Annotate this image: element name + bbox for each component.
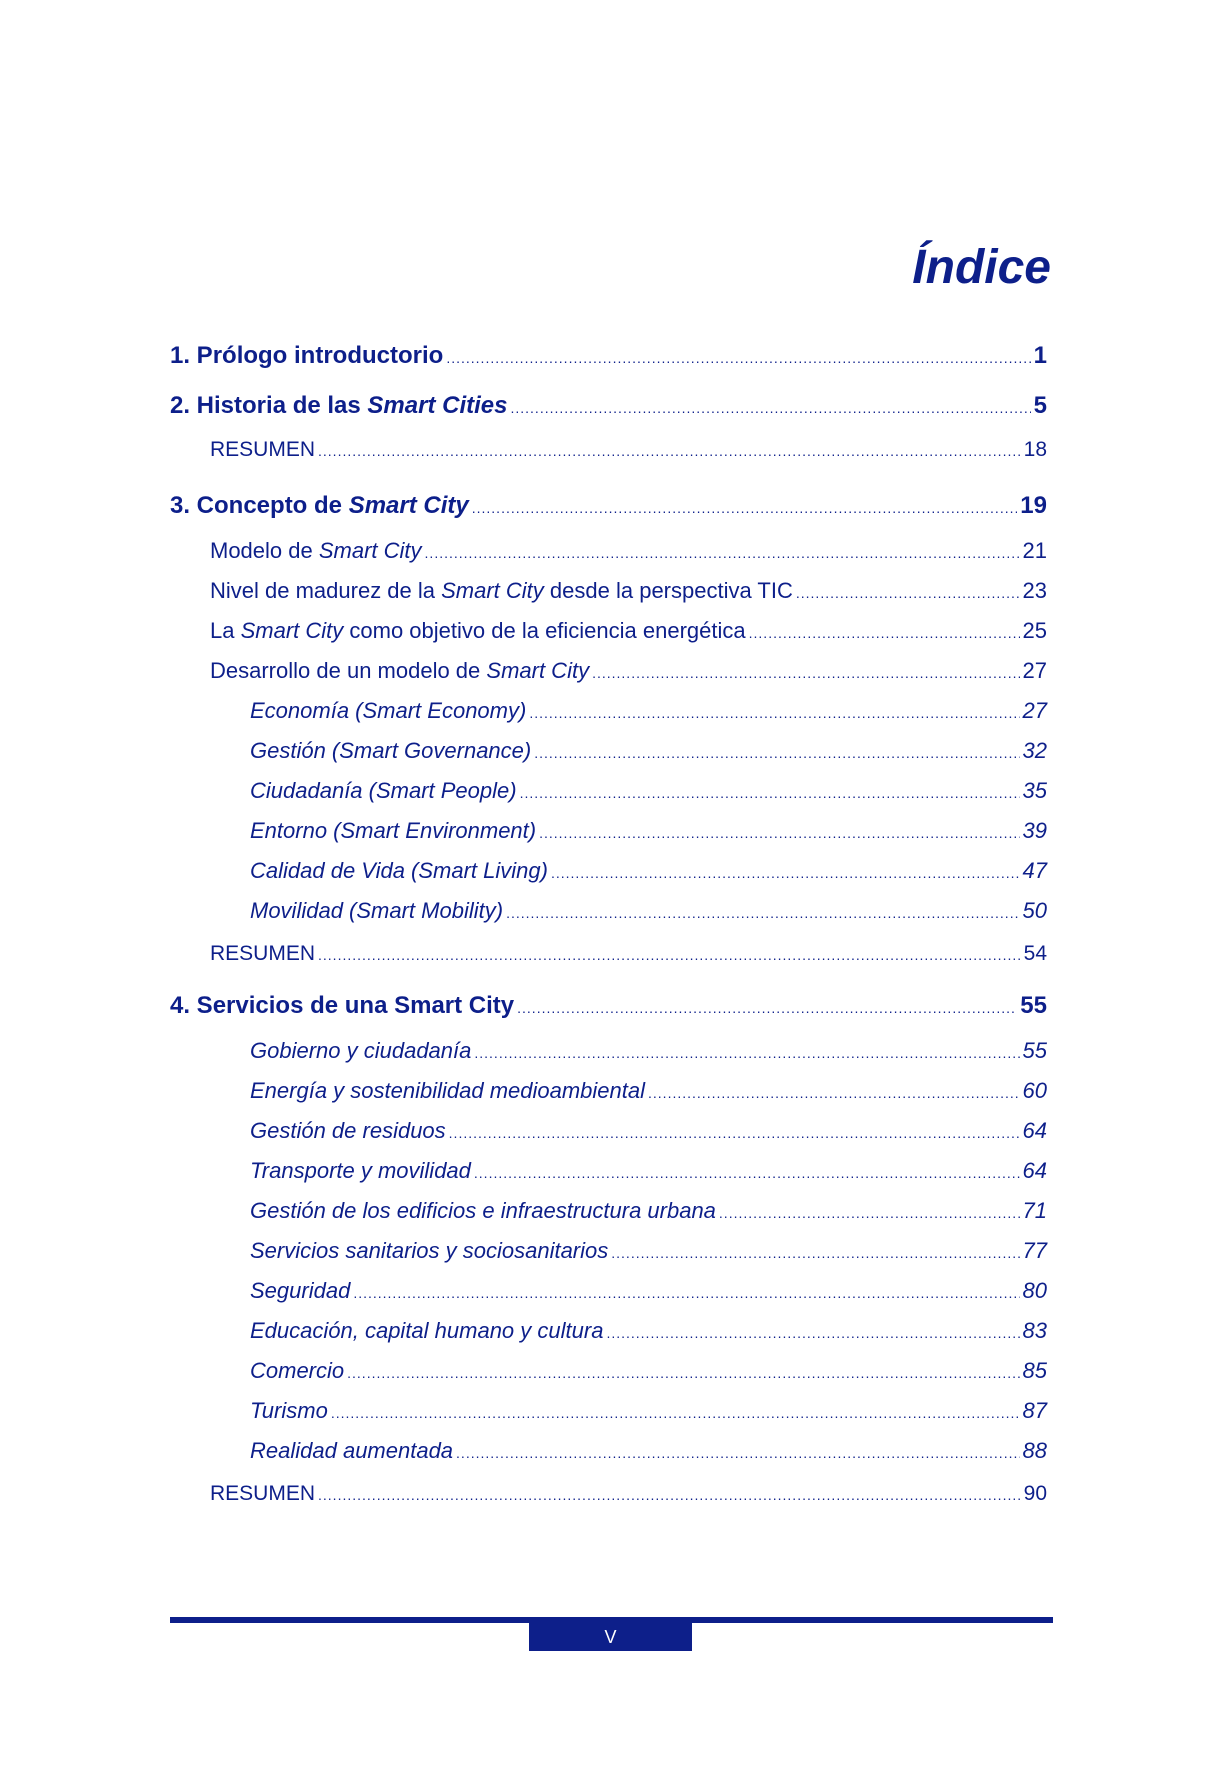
toc-entry-level-3[interactable] bbox=[250, 1118, 1047, 1144]
toc-title-segment: Smart City bbox=[441, 578, 544, 603]
toc-page-number: 80 bbox=[1022, 1278, 1047, 1303]
toc-title-segment: 3. Concepto de bbox=[170, 492, 349, 519]
toc-entry-level-3[interactable] bbox=[250, 1438, 1047, 1464]
dot-leader bbox=[749, 625, 1020, 641]
toc-entry-level-2[interactable] bbox=[210, 658, 1047, 684]
toc-entry-title bbox=[250, 1038, 471, 1064]
toc-entry-title bbox=[250, 738, 531, 764]
toc-title-segment: 4. Servicios de una Smart City bbox=[170, 992, 515, 1019]
toc-entry-level-3[interactable] bbox=[250, 1398, 1047, 1424]
toc-entry-level-3[interactable] bbox=[250, 818, 1047, 844]
toc-page-number: 87 bbox=[1022, 1398, 1047, 1423]
dot-leader bbox=[534, 745, 1019, 761]
toc-entry-level-1[interactable] bbox=[170, 492, 1047, 520]
toc-page-number: 64 bbox=[1022, 1158, 1047, 1183]
toc-entry-level-3[interactable] bbox=[250, 698, 1047, 724]
toc-entry-title bbox=[250, 1358, 344, 1384]
dot-leader bbox=[796, 585, 1020, 601]
dot-leader bbox=[592, 665, 1019, 681]
toc-title-segment: Economía (Smart Economy) bbox=[250, 698, 527, 723]
toc-page-number: 50 bbox=[1022, 898, 1047, 923]
toc-title-segment: RESUMEN bbox=[210, 438, 316, 461]
toc-entry-title bbox=[210, 538, 422, 564]
toc-page-number: 18 bbox=[1023, 438, 1047, 461]
toc-page-number: 32 bbox=[1022, 738, 1047, 763]
toc-entry-title bbox=[250, 1078, 645, 1104]
toc-title-segment: Entorno (Smart Environment) bbox=[250, 818, 537, 843]
toc-entry-title bbox=[210, 578, 793, 604]
toc-page-number: 55 bbox=[1022, 1038, 1047, 1063]
dot-leader bbox=[648, 1085, 1020, 1101]
toc-title-segment: Realidad aumentada bbox=[250, 1438, 454, 1463]
toc-title-segment: Turismo bbox=[250, 1398, 328, 1423]
toc-title-segment: Nivel de madurez de la bbox=[210, 578, 442, 603]
toc-entry-title bbox=[210, 658, 589, 684]
toc-entry-level-2[interactable] bbox=[210, 578, 1047, 604]
dot-leader bbox=[510, 400, 1030, 416]
toc-title-segment: Gestión (Smart Governance) bbox=[250, 738, 532, 763]
dot-leader bbox=[318, 947, 1021, 963]
toc-title-segment: Smart City bbox=[318, 538, 422, 563]
toc-entry-level-3[interactable] bbox=[250, 1078, 1047, 1104]
dot-leader bbox=[331, 1405, 1020, 1421]
toc-entry-title bbox=[210, 942, 315, 966]
toc-entry-title bbox=[250, 778, 517, 804]
toc-entry-level-3[interactable] bbox=[250, 778, 1047, 804]
dot-leader bbox=[353, 1285, 1019, 1301]
toc-entry-title bbox=[250, 858, 548, 884]
toc-title-segment: RESUMEN bbox=[210, 942, 316, 965]
toc-entry-title bbox=[250, 1158, 471, 1184]
toc-title-segment: Modelo de bbox=[210, 538, 319, 563]
toc-page-number: 25 bbox=[1022, 618, 1047, 643]
toc-title-segment: Desarrollo de un modelo de bbox=[210, 658, 487, 683]
toc-entry-level-3[interactable] bbox=[250, 898, 1047, 924]
toc-page-number: 90 bbox=[1023, 1482, 1047, 1505]
dot-leader bbox=[449, 1125, 1020, 1141]
toc-page-number: 35 bbox=[1022, 778, 1047, 803]
toc-entry-level-2[interactable] bbox=[210, 438, 1047, 462]
toc-title-segment: como objetivo de la eficiencia energética bbox=[343, 618, 746, 643]
toc-title-segment: Gestión de residuos bbox=[250, 1118, 446, 1143]
toc-entry-title bbox=[210, 438, 315, 462]
dot-leader bbox=[719, 1205, 1020, 1221]
dot-leader bbox=[446, 350, 1030, 366]
toc-entry-level-3[interactable] bbox=[250, 1198, 1047, 1224]
toc-title-segment: Ciudadanía (Smart People) bbox=[250, 778, 517, 803]
toc-page-number: 77 bbox=[1022, 1238, 1047, 1263]
toc-entry-title bbox=[170, 992, 514, 1020]
toc-entry-title bbox=[250, 1318, 603, 1344]
toc-title-segment: 1. Prólogo introductorio bbox=[170, 342, 444, 369]
toc-page-number: 55 bbox=[1020, 992, 1047, 1019]
toc-entry-title bbox=[250, 1238, 608, 1264]
toc-title-segment: Comercio bbox=[250, 1358, 345, 1383]
toc-page-number: 39 bbox=[1022, 818, 1047, 843]
toc-title-segment: Gobierno y ciudadanía bbox=[250, 1038, 472, 1063]
toc-page-number: 5 bbox=[1033, 392, 1047, 419]
dot-leader bbox=[606, 1325, 1019, 1341]
dot-leader bbox=[520, 785, 1020, 801]
toc-title-segment: Energía y sostenibilidad medioambiental bbox=[250, 1078, 646, 1103]
toc-title-segment: Transporte y movilidad bbox=[250, 1158, 471, 1183]
toc-entry-title bbox=[250, 1278, 350, 1304]
toc-entry-title bbox=[170, 342, 443, 370]
toc-title-segment: RESUMEN bbox=[210, 1482, 316, 1505]
dot-leader bbox=[318, 1487, 1021, 1503]
toc-title-segment: Gestión de los edificios e infraestructura urbana bbox=[250, 1198, 716, 1223]
toc-entry-level-2[interactable] bbox=[210, 942, 1047, 966]
toc-entry-level-3[interactable] bbox=[250, 1038, 1047, 1064]
toc-entry-title bbox=[250, 1398, 328, 1424]
toc-title-segment: Smart City bbox=[486, 658, 590, 683]
toc-page-number: 64 bbox=[1022, 1118, 1047, 1143]
toc-entry-level-3[interactable] bbox=[250, 1358, 1047, 1384]
toc-entry-title bbox=[210, 1482, 315, 1506]
toc-title-segment: 2. Historia de las bbox=[170, 392, 368, 419]
toc-entry-title bbox=[210, 618, 746, 644]
toc-title-segment: Smart City bbox=[348, 492, 469, 519]
table-of-contents bbox=[170, 0, 1047, 1600]
toc-entry-title bbox=[250, 1118, 446, 1144]
toc-page-number: 23 bbox=[1022, 578, 1047, 603]
toc-page-number: 54 bbox=[1023, 942, 1047, 965]
toc-title-segment: Smart Cities bbox=[367, 392, 508, 419]
dot-leader bbox=[551, 865, 1020, 881]
toc-entry-title bbox=[250, 898, 503, 924]
toc-entry-title bbox=[250, 1438, 453, 1464]
toc-page-number: 88 bbox=[1022, 1438, 1047, 1463]
toc-title-segment: Smart City bbox=[240, 618, 344, 643]
toc-title-segment: Educación, capital humano y cultura bbox=[250, 1318, 604, 1343]
toc-page-number: 19 bbox=[1020, 492, 1047, 519]
toc-title-segment: Calidad de Vida (Smart Living) bbox=[250, 858, 548, 883]
toc-entry-level-3[interactable] bbox=[250, 1238, 1047, 1264]
dot-leader bbox=[425, 545, 1020, 561]
toc-page-number: 83 bbox=[1022, 1318, 1047, 1343]
dot-leader bbox=[318, 443, 1021, 459]
dot-leader bbox=[474, 1045, 1019, 1061]
toc-entry-level-3[interactable] bbox=[250, 1158, 1047, 1184]
dot-leader bbox=[506, 905, 1019, 921]
toc-page-number: 85 bbox=[1022, 1358, 1047, 1383]
toc-entry-level-1[interactable] bbox=[170, 392, 1047, 420]
dot-leader bbox=[474, 1165, 1020, 1181]
toc-entry-level-2[interactable] bbox=[210, 618, 1047, 644]
dot-leader bbox=[539, 825, 1019, 841]
toc-page-number: 47 bbox=[1022, 858, 1047, 883]
toc-page-number: 21 bbox=[1022, 538, 1047, 563]
toc-entry-title bbox=[250, 818, 536, 844]
toc-entry-level-2[interactable] bbox=[210, 538, 1047, 564]
toc-title-segment: Movilidad (Smart Mobility) bbox=[250, 898, 504, 923]
toc-page-number: 71 bbox=[1022, 1198, 1047, 1223]
toc-entry-level-3[interactable] bbox=[250, 738, 1047, 764]
dot-leader bbox=[456, 1445, 1019, 1461]
toc-entry-level-3[interactable] bbox=[250, 1278, 1047, 1304]
toc-entry-level-3[interactable] bbox=[250, 858, 1047, 884]
dot-leader bbox=[611, 1245, 1019, 1261]
toc-page-number: 1 bbox=[1033, 342, 1047, 369]
toc-entry-level-1[interactable] bbox=[170, 992, 1047, 1020]
dot-leader bbox=[472, 500, 1018, 516]
toc-page-number: 27 bbox=[1022, 658, 1047, 683]
page-number: V bbox=[529, 1623, 692, 1651]
dot-leader bbox=[517, 1000, 1017, 1016]
toc-entry-title bbox=[250, 698, 526, 724]
toc-entry-level-2[interactable] bbox=[210, 1482, 1047, 1506]
toc-entry-level-1[interactable] bbox=[170, 342, 1047, 370]
toc-entry-title bbox=[170, 392, 507, 420]
toc-entry-title bbox=[250, 1198, 716, 1224]
toc-page-number: 27 bbox=[1022, 698, 1047, 723]
toc-title-segment: La bbox=[210, 618, 241, 643]
toc-title-segment: desde la perspectiva TIC bbox=[543, 578, 793, 603]
toc-entry-level-3[interactable] bbox=[250, 1318, 1047, 1344]
page-title: Índice bbox=[912, 241, 1051, 294]
dot-leader bbox=[529, 705, 1019, 721]
dot-leader bbox=[347, 1365, 1019, 1381]
toc-title-segment: Seguridad bbox=[250, 1278, 351, 1303]
toc-title-segment: Servicios sanitarios y sociosanitarios bbox=[250, 1238, 609, 1263]
toc-entry-title bbox=[170, 492, 469, 520]
toc-page-number: 60 bbox=[1022, 1078, 1047, 1103]
